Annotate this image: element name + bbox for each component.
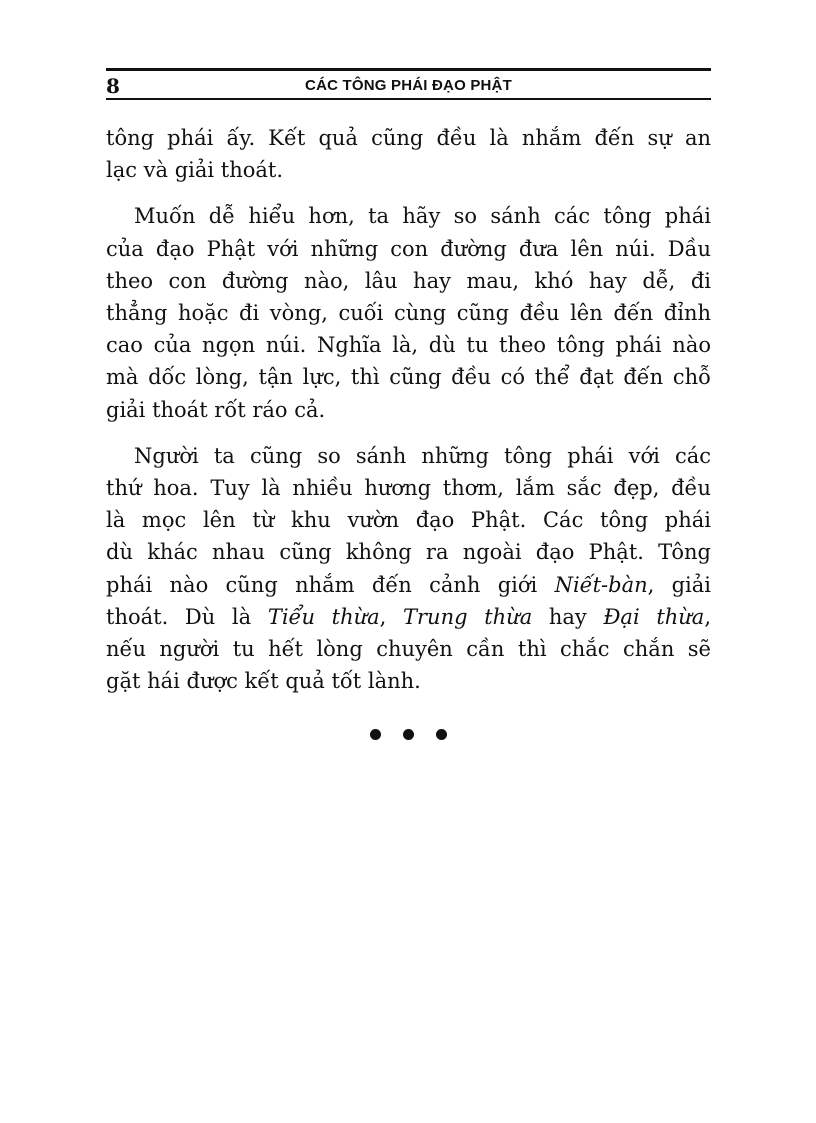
text-line: theo con đường nào, lâu hay mau, khó hay dễ, đi bbox=[106, 268, 711, 293]
text-line: gặt hái được kết quả tốt lành. bbox=[106, 669, 421, 694]
text-line: của đạo Phật với những con đường đưa lên núi. Dầu bbox=[106, 236, 711, 261]
paragraph-3 bbox=[106, 440, 711, 698]
page-header bbox=[106, 68, 711, 100]
text-segment: , bbox=[379, 604, 404, 629]
book-page bbox=[106, 68, 711, 737]
running-title: CÁC TÔNG PHÁI ĐẠO PHẬT bbox=[305, 77, 512, 94]
text-line: cao của ngọn núi. Nghĩa là, dù tu theo tông phái nào bbox=[106, 333, 711, 358]
bullet-dot-icon bbox=[403, 729, 414, 740]
text-segment: phái nào cũng nhắm đến cảnh giới bbox=[106, 572, 555, 597]
text-line: dù khác nhau cũng không ra ngoài đạo Phật. Tông bbox=[106, 540, 711, 565]
text-line: Muốn dễ hiểu hơn, ta hãy so sánh các tông phái bbox=[134, 204, 711, 229]
text-segment: hay bbox=[532, 604, 604, 629]
text-line bbox=[106, 569, 711, 601]
bullet-dot-icon bbox=[370, 729, 381, 740]
text-line: giải thoát rốt ráo cả. bbox=[106, 397, 326, 422]
text-line: là mọc lên từ khu vườn đạo Phật. Các tông phái bbox=[106, 508, 711, 533]
text-line: tông phái ấy. Kết quả cũng đều là nhắm đến sự an bbox=[106, 126, 711, 150]
text-line: mà dốc lòng, tận lực, thì cũng đều có thể đạt đến chỗ bbox=[106, 365, 711, 390]
text-segment: , bbox=[704, 604, 712, 629]
text-line bbox=[106, 601, 711, 633]
page-number: 8 bbox=[106, 74, 120, 98]
text-line: lạc và giải thoát. bbox=[106, 158, 284, 183]
paragraph-2 bbox=[106, 200, 711, 425]
text-segment: thoát. Dù là bbox=[106, 604, 268, 629]
text-line: thẳng hoặc đi vòng, cuối cùng cũng đều lên đến đỉnh bbox=[106, 301, 711, 326]
text-segment: , giải bbox=[647, 572, 712, 597]
text-line: nếu người tu hết lòng chuyên cần thì chắc chắn sẽ bbox=[106, 637, 711, 662]
body-text bbox=[106, 122, 711, 737]
section-end-ornament bbox=[106, 717, 711, 737]
bullet-dot-icon bbox=[436, 729, 447, 740]
text-line: thứ hoa. Tuy là nhiều hương thơm, lắm sắc đẹp, đều bbox=[106, 476, 711, 501]
italic-term-dai-thua: Đại thừa bbox=[603, 604, 705, 629]
paragraph-1 bbox=[106, 122, 711, 186]
italic-term-trung-thua: Trung thừa bbox=[403, 604, 533, 629]
italic-term-niet-ban: Niết-bàn bbox=[554, 572, 648, 597]
italic-term-tieu-thua: Tiểu thừa bbox=[267, 604, 380, 629]
text-line: Người ta cũng so sánh những tông phái với các bbox=[134, 443, 711, 468]
